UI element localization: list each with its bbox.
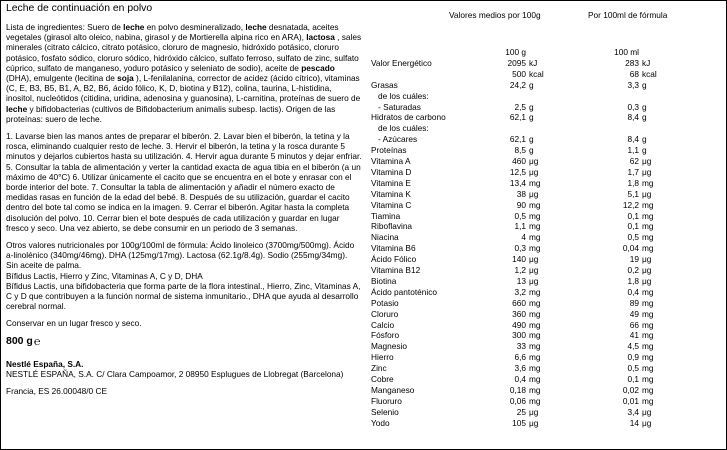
unit-per-100ml: μg	[642, 156, 652, 166]
nutrient-name: Ácido Fólico	[371, 254, 417, 265]
nutrition-row	[371, 211, 723, 221]
unit-per-100ml: mg	[642, 243, 654, 254]
unit-per-100ml: μg	[642, 166, 652, 177]
unit-per-100ml: mg	[642, 199, 654, 210]
origin-code: Francia, ES 26.00048/0 CE	[6, 386, 108, 397]
unit-per-100ml: mg	[642, 232, 654, 243]
value-per-100ml: 3,4	[627, 406, 639, 417]
value-per-100g: 460	[512, 156, 526, 166]
net-weight-value: 800 g	[6, 334, 33, 347]
value-per-100g: 105	[512, 417, 526, 428]
unit-per-100ml: mg	[642, 210, 654, 221]
value-per-100g: 0,5	[514, 210, 526, 221]
unit-per-100ml: μg	[642, 275, 652, 286]
value-per-100ml: 3,3	[627, 79, 639, 90]
value-per-100ml: 8,4	[627, 134, 639, 145]
value-per-100g: 140	[512, 254, 526, 265]
value-per-100g: 660	[512, 297, 526, 308]
nutrient-name: Valor Energético	[371, 57, 432, 68]
value-per-100ml: 0,5	[627, 363, 639, 374]
unit-per-100g: mg	[529, 341, 541, 352]
preparation-instructions: 1. Lavarse bien las manos antes de preparar el biberón. 2. Lavar bien el biberón, la tetina y la rosca, eliminando cualquier resto de leche. 3. Hervir el biberón, la tetina y la rosca durante 5 minutos y dejarlos cubiertos hasta su utilización. 4. Hervir agua durante 5 minutos y dejar enfriar. 5. Consultar la tabla de alimentación y verter la cantidad exacta de agua tibia en el biberón (a un máximo de 40°C) 6. Utilizar únicamente el cacito que se encuentra en el bote y enrasar con el borde interior del bote. 7. Consultar la tabla de alimentación y añadir el número exacto de medidas rasas en función de la edad del bebé. 8. Después de su utilización, guardar el cacito dentro del bote tal como se indica en la imagen. 9. Cerrar el biberón. Agitar hasta la completa disolución del polvo. 10. Cerrar bien el bote después de cada utilización y guardar en lugar fresco y seco. Una vez abierto, se debe consumir en un periodo de 3 semanas.	[6, 131, 362, 233]
unit-per-100g: μg	[529, 166, 539, 177]
nutrient-name: Magnesio	[371, 341, 407, 352]
value-per-100g: 13,4	[509, 177, 526, 188]
nutrient-name: Tiamina	[371, 210, 401, 221]
nutrition-row	[371, 112, 723, 122]
nutrition-row	[371, 221, 723, 231]
nutrition-row	[371, 178, 723, 188]
nutrition-row	[371, 189, 723, 199]
value-per-100g: 360	[512, 308, 526, 319]
nutrition-row	[371, 265, 723, 275]
value-per-100g: 100 g	[505, 47, 526, 57]
left-column	[6, 3, 362, 396]
value-per-100ml: 41	[629, 330, 639, 341]
unit-per-100ml: mg	[642, 374, 654, 384]
unit-per-100ml: μg	[642, 417, 652, 428]
unit-per-100g: mg	[529, 286, 541, 297]
nutrition-row	[371, 287, 723, 297]
nutrition-row	[371, 200, 723, 210]
value-per-100ml: 0,04	[622, 243, 639, 254]
value-per-100g: 0,4	[514, 374, 526, 384]
ingredients-fragment: Lista de ingredientes: Suero de	[6, 22, 124, 32]
unit-per-100g: μg	[529, 156, 539, 166]
value-per-100ml: 66	[629, 319, 639, 330]
unit-per-100g: mg	[529, 352, 541, 363]
value-per-100ml: 0,1	[627, 221, 639, 232]
nutrition-row	[371, 254, 723, 264]
value-per-100ml: 12,2	[622, 199, 639, 210]
estimated-sign-icon: ℮	[33, 335, 41, 348]
value-per-100ml: 100 ml	[614, 47, 639, 57]
unit-per-100g: mg	[529, 374, 541, 384]
unit-per-100ml: g	[642, 101, 647, 112]
nutrient-name: Vitamina D	[371, 166, 412, 177]
unit-per-100g: mg	[529, 308, 541, 319]
nutrition-row	[371, 47, 723, 57]
storage-instructions: Conservar en un lugar fresco y seco.	[6, 318, 142, 329]
value-per-100g: 90	[516, 199, 526, 210]
value-per-100g: 1,2	[514, 265, 526, 275]
nutrition-row	[371, 309, 723, 319]
value-per-100g: 1,1	[514, 221, 526, 232]
value-per-100g: 490	[512, 319, 526, 330]
value-per-100ml: 283	[625, 57, 639, 68]
value-per-100g: 12,5	[509, 166, 526, 177]
value-per-100g: 0,06	[509, 395, 526, 406]
unit-per-100ml: g	[642, 112, 647, 123]
value-per-100g: 500	[512, 68, 526, 79]
value-per-100g: 6,6	[514, 352, 526, 363]
unit-per-100g: kJ	[529, 57, 538, 68]
nutrition-row	[371, 352, 723, 362]
bifidus-title: Bífidus Lactis, Hierro y Zinc, Vitaminas A, C y D, DHA	[6, 270, 203, 281]
value-per-100ml: 0,3	[627, 101, 639, 112]
nutrition-row	[371, 123, 723, 133]
value-per-100ml: 0,5	[627, 232, 639, 243]
nutrient-name: Cloruro	[371, 308, 399, 319]
unit-per-100g: mg	[529, 395, 541, 406]
palm-oil-claim: Sin aceite de palma.	[6, 260, 82, 271]
unit-per-100ml: kcal	[642, 68, 657, 79]
nutrient-name: Manganeso	[371, 384, 415, 395]
nutrient-name: Selenio	[371, 406, 399, 417]
value-per-100g: 2095	[507, 57, 526, 68]
allergen-highlight: pescado	[301, 62, 335, 73]
nutrient-name: Vitamina E	[371, 177, 411, 188]
ingredients-text	[6, 22, 362, 124]
unit-per-100ml: g	[642, 145, 647, 156]
value-per-100g: 33	[516, 341, 526, 352]
value-per-100g: 62,1	[509, 112, 526, 123]
unit-per-100g: g	[529, 112, 534, 123]
unit-per-100g: mg	[529, 221, 541, 232]
unit-per-100ml: mg	[642, 363, 654, 374]
value-per-100ml: 68	[629, 68, 639, 79]
company-name: Nestlé España, S.A.	[6, 358, 84, 369]
unit-per-100ml: mg	[642, 221, 654, 232]
nutrition-row	[371, 396, 723, 406]
unit-per-100g: mg	[529, 330, 541, 341]
value-per-100ml: 1,8	[627, 275, 639, 286]
nutrition-row	[371, 145, 723, 155]
product-title: Leche de continuación en polvo	[6, 3, 153, 14]
nutrient-name: Yodo	[371, 417, 390, 428]
value-per-100g: 62,1	[509, 134, 526, 145]
nutrition-row	[371, 167, 723, 177]
value-per-100ml: 0,1	[627, 374, 639, 384]
ingredients-fragment: ), L-fenilalanina, corrector de acidez (ácido cítrico), vitaminas (C, E, B3, B5, B1, A, B2, B6, ácido fólico, K, D, biotina y B12), colina, taurina, L-histidina, inositol, nucleótidos (citidina, uridina, adenosina y guanosina), L-carnitina, proteínas de suero de	[6, 73, 361, 104]
value-per-100ml: 89	[629, 297, 639, 308]
ingredients-fragment: desnatada, aceites vegetales (girasol alto oleico, nabina, girasol y de Mortierella alpina rico en ARA),	[6, 22, 339, 43]
unit-per-100g: g	[529, 145, 534, 156]
header-per-100ml: Por 100ml de fórmula	[588, 10, 668, 20]
unit-per-100ml: mg	[642, 352, 654, 363]
value-per-100ml: 8,4	[627, 112, 639, 123]
unit-per-100ml: mg	[642, 330, 654, 341]
nutrient-name: Zinc	[371, 363, 387, 374]
nutrient-name: Hidratos de carbono	[371, 112, 446, 123]
nutrition-row	[371, 69, 723, 79]
nutrition-row	[371, 232, 723, 242]
unit-per-100g: g	[529, 79, 534, 90]
allergen-highlight: soja	[117, 73, 134, 84]
nutrient-name: Fluoruro	[371, 395, 402, 406]
nutrition-row	[371, 374, 723, 384]
ingredients-fragment: en polvo desmineralizado,	[144, 22, 246, 32]
value-per-100ml: 0,9	[627, 352, 639, 363]
allergen-highlight: leche	[245, 22, 267, 32]
unit-per-100g: mg	[529, 199, 541, 210]
nutrient-name: Vitamina B12	[371, 265, 421, 275]
unit-per-100ml: mg	[642, 319, 654, 330]
value-per-100ml: 0,4	[627, 286, 639, 297]
company-address: NESTLÉ ESPAÑA, S.A. C/ Clara Campoamor, 2 08950 Esplugues de Llobregat (Barcelona)	[6, 368, 344, 379]
ingredients-fragment: , sales minerales (citrato cálcico, citrato potásico, cloruro de magnesio, hidróxido potásico, cloruro potásico, fosfato sódico, cloruro sódico, hidróxido cálcico, sulfato ferroso, sulfato de zinc, sulfato cúprico, sulfato de manganeso, yoduro potásico y seleniato de sodio), aceite de	[6, 32, 362, 73]
nutrient-name: - Azúcares	[378, 134, 418, 145]
unit-per-100g: μg	[529, 254, 539, 265]
value-per-100ml: 1,8	[627, 177, 639, 188]
nutrient-name: Grasas	[371, 79, 398, 90]
value-per-100ml: 0,02	[622, 384, 639, 395]
nutrition-row	[371, 58, 723, 68]
nutrition-row	[371, 320, 723, 330]
nutrient-name: Fósforo	[371, 330, 400, 341]
value-per-100g: 3,6	[514, 363, 526, 374]
unit-per-100ml: μg	[642, 254, 652, 265]
value-per-100g: 0,18	[509, 384, 526, 395]
unit-per-100ml: g	[642, 79, 647, 90]
nutrient-name: Vitamina A	[371, 156, 411, 166]
nutrient-name: - Saturadas	[378, 101, 421, 112]
unit-per-100ml: μg	[642, 406, 652, 417]
unit-per-100ml: mg	[642, 177, 654, 188]
nutrient-name: Vitamina B6	[371, 243, 416, 254]
nutrition-row	[371, 363, 723, 373]
allergen-highlight: leche	[6, 103, 28, 114]
nutrient-name: Niacina	[371, 232, 399, 243]
value-per-100ml: 1,7	[627, 166, 639, 177]
value-per-100g: 2,5	[514, 101, 526, 112]
unit-per-100g: mg	[529, 319, 541, 330]
other-nutritional-values	[6, 240, 362, 311]
unit-per-100ml: μg	[642, 265, 652, 275]
nutrition-row	[371, 385, 723, 395]
nutrition-table-header	[371, 10, 723, 21]
nutrition-row	[371, 91, 723, 101]
unit-per-100g: μg	[529, 275, 539, 286]
unit-per-100g: μg	[529, 265, 539, 275]
unit-per-100g: mg	[529, 210, 541, 221]
unit-per-100ml: mg	[642, 395, 654, 406]
header-per-100g: Valores medios por 100g	[449, 10, 541, 20]
value-per-100ml: 0,01	[622, 395, 639, 406]
nutrient-name: Potasio	[371, 297, 399, 308]
ingredients-fragment: (DHA), emulgente (lecitina de	[6, 73, 118, 84]
unit-per-100ml: mg	[642, 384, 654, 395]
value-per-100ml: 62	[629, 156, 639, 166]
nutrition-row	[371, 330, 723, 340]
nutrient-name: Riboflavina	[371, 221, 413, 232]
unit-per-100g: mg	[529, 384, 541, 395]
nutrition-row	[371, 276, 723, 286]
allergen-highlight: leche	[123, 22, 145, 32]
unit-per-100g: g	[529, 134, 534, 145]
unit-per-100g: μg	[529, 406, 539, 417]
nutrient-name: Calcio	[371, 319, 395, 330]
ingredients-fragment: y bifidobacterias (cultivos de Bifidobacterium animalis subesp. lactis). Origen de las proteínas: suero de leche.	[6, 103, 336, 124]
nutrient-name: de los cuáles:	[378, 90, 429, 101]
nutrition-row	[371, 341, 723, 351]
value-per-100g: 24,2	[509, 79, 526, 90]
unit-per-100ml: mg	[642, 341, 654, 352]
nutrition-row	[371, 298, 723, 308]
value-per-100ml: 0,2	[627, 265, 639, 275]
nutrient-name: Vitamina K	[371, 188, 411, 199]
value-per-100g: 3,2	[514, 286, 526, 297]
unit-per-100ml: mg	[642, 286, 654, 297]
nutrient-name: Cobre	[371, 374, 394, 384]
value-per-100ml: 19	[629, 254, 639, 265]
value-per-100ml: 4,5	[627, 341, 639, 352]
nutrition-row	[371, 407, 723, 417]
unit-per-100g: mg	[529, 232, 541, 243]
value-per-100g: 25	[516, 406, 526, 417]
nutrition-row	[371, 102, 723, 112]
nutrient-name: Ácido pantoténico	[371, 286, 437, 297]
value-per-100g: 38	[516, 188, 526, 199]
unit-per-100g: μg	[529, 188, 539, 199]
nutrient-name: Hierro	[371, 352, 394, 363]
nutrition-row	[371, 134, 723, 144]
unit-per-100ml: mg	[642, 308, 654, 319]
allergen-highlight: lactosa	[306, 32, 335, 43]
value-per-100g: 13	[516, 275, 526, 286]
unit-per-100g: g	[529, 101, 534, 112]
nutrition-row	[371, 243, 723, 253]
unit-per-100g: mg	[529, 297, 541, 308]
unit-per-100g: μg	[529, 417, 539, 428]
unit-per-100g: kcal	[529, 68, 544, 79]
value-per-100g: 0,3	[514, 243, 526, 254]
nutrient-name: de los cuáles:	[378, 123, 429, 134]
other-values-text: Otros valores nutricionales por 100g/100ml de fórmula: Ácido linoleico (3700mg/500mg). Ácido a-linolénico (340mg/46mg). DHA (125mg/17mg). Lactosa (62.1g/8.4g). Sodio (255mg/34mg).	[6, 240, 355, 261]
nutrient-name: Biotina	[371, 275, 397, 286]
value-per-100ml: 14	[629, 417, 639, 428]
unit-per-100ml: mg	[642, 297, 654, 308]
value-per-100g: 300	[512, 330, 526, 341]
unit-per-100g: mg	[529, 243, 541, 254]
unit-per-100ml: kJ	[642, 57, 651, 68]
value-per-100g: 4	[521, 232, 526, 243]
unit-per-100g: mg	[529, 363, 541, 374]
unit-per-100ml: μg	[642, 188, 652, 199]
nutrition-row	[371, 418, 723, 428]
value-per-100ml: 5,1	[627, 188, 639, 199]
value-per-100g: 8,5	[514, 145, 526, 156]
nutrient-name: Proteínas	[371, 145, 407, 156]
nutrition-row	[371, 156, 723, 166]
nutrient-name: Vitamina C	[371, 199, 412, 210]
net-weight	[6, 336, 362, 347]
value-per-100ml: 0,1	[627, 210, 639, 221]
value-per-100ml: 49	[629, 308, 639, 319]
nutrition-row	[371, 80, 723, 90]
value-per-100ml: 1,1	[627, 145, 639, 156]
bifidus-text: Bífidus Lactis, una bifidobacteria que forma parte de la flora intestinal., Hierro, Zinc, Vitaminas A, C y D que contribuyen a la función normal de sistema inmunitario., DHA que ayuda al desarrollo cerebral normal.	[6, 280, 361, 312]
unit-per-100g: mg	[529, 177, 541, 188]
unit-per-100ml: g	[642, 134, 647, 145]
